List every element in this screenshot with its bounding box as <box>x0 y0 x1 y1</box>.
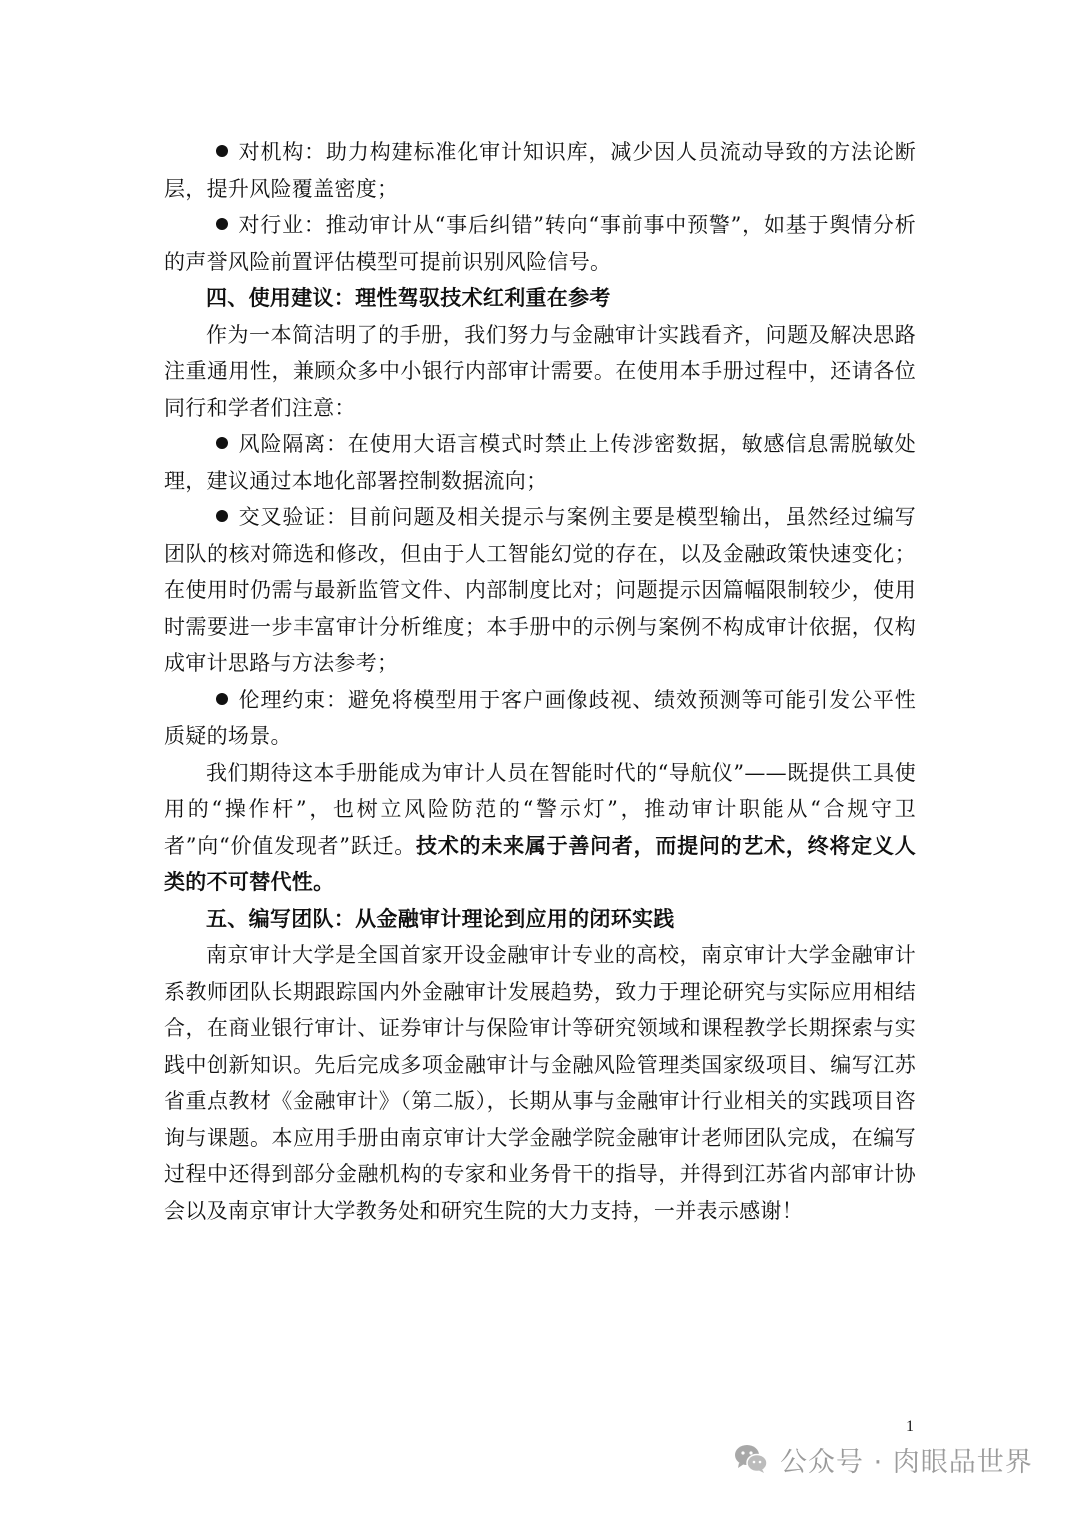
bullet-dot <box>216 693 228 705</box>
paragraph-bold-text: 技术的未来属于善问者，而提问的艺术，终将定义人类的不可替代性。 <box>164 832 916 894</box>
page-number: 1 <box>906 1418 914 1435</box>
bullet-text: 对机构：助力构建标准化审计知识库，减少因人员流动导致的方法论断层，提升风险覆盖密度； <box>164 140 916 201</box>
paragraph-text: 我们期待这本手册能成为审计人员在智能时代的“导航仪”——既提供工具使用的“操作杆”，也树立风险防范的“警示灯”，推动审计职能从“合规守卫者”向“价值发现者”跃迁。 <box>164 760 916 858</box>
watermark <box>734 1441 1033 1477</box>
document-body <box>164 134 916 1229</box>
bullet-text: 对行业：推动审计从“事后纠错”转向“事前事中预警”，如基于舆情分析的声誉风险前置评估模型可提前识别风险信号。 <box>164 213 916 274</box>
watermark-text: 公众号 · 肉眼品世界 <box>780 1446 1033 1478</box>
bullet-text: 伦理约束：避免将模型用于客户画像歧视、绩效预测等可能引发公平性质疑的场景。 <box>164 687 916 748</box>
section-heading-team: 五、编写团队：从金融审计理论到应用的闭环实践 <box>206 905 675 931</box>
paragraph-expectation <box>164 755 916 901</box>
bullet-cross-validation <box>164 499 916 682</box>
wechat-icon <box>734 1444 768 1474</box>
bullet-institution <box>164 134 916 207</box>
bullet-dot <box>216 218 228 230</box>
bullet-text: 风险隔离：在使用大语言模式时禁止上传涉密数据，敏感信息需脱敏处理，建议通过本地化部署控制数据流向； <box>164 432 916 493</box>
bullet-dot <box>216 145 228 157</box>
bullet-dot <box>216 510 228 522</box>
bullet-risk-isolation <box>164 426 916 499</box>
bullet-dot <box>216 437 228 449</box>
paragraph-team: 南京审计大学是全国首家开设金融审计专业的高校，南京审计大学金融审计系教师团队长期跟踪国内外金融审计发展趋势，致力于理论研究与实际应用相结合，在商业银行审计、证券审计与保险审计等研究领域和课程教学长期探索与实践中创新知识。先后完成多项金融审计与金融风险管理类国家级项目、编写江苏省重点教材《金融审计》（第二版），长期从事与金融审计行业相关的实践项目咨询与课题。本应用手册由南京审计大学金融学院金融审计老师团队完成，在编写过程中还得到部分金融机构的专家和业务骨干的指导，并得到江苏省内部审计协会以及南京审计大学教务处和研究生院的大力支持，一并表示感谢！ <box>164 943 916 1223</box>
bullet-text: 交叉验证：目前问题及相关提示与案例主要是模型输出，虽然经过编写团队的核对筛选和修改，但由于人工智能幻觉的存在，以及金融政策快速变化；在使用时仍需与最新监管文件、内部制度比对；问题提示因篇幅限制较少，使用时需要进一步丰富审计分析维度；本手册中的示例与案例不构成审计依据，仅构成审计思路与方法参考； <box>164 505 916 675</box>
paragraph-usage-intro: 作为一本简洁明了的手册，我们努力与金融审计实践看齐，问题及解决思路注重通用性，兼顾众多中小银行内部审计需要。在使用本手册过程中，还请各位同行和学者们注意： <box>164 322 916 420</box>
section-heading-usage: 四、使用建议：理性驾驭技术红利重在参考 <box>206 285 611 310</box>
bullet-ethics <box>164 682 916 755</box>
bullet-industry <box>164 207 916 280</box>
